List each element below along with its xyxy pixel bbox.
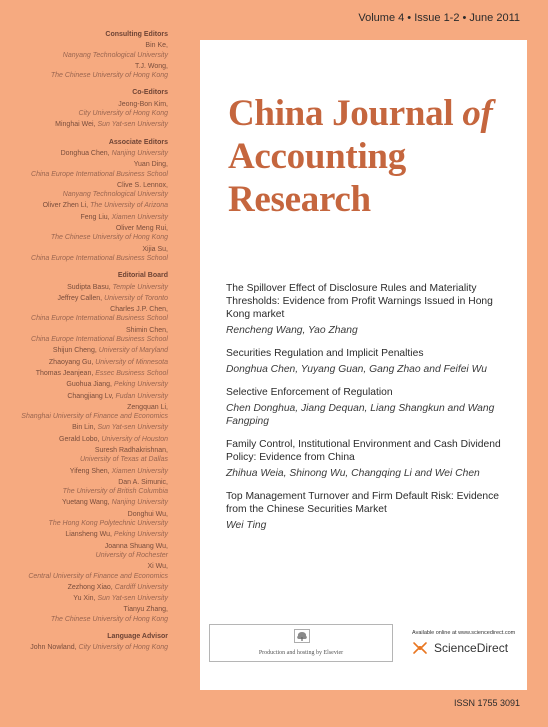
editor-name: Xijia Su, bbox=[142, 245, 168, 253]
editor-affiliation: City University of Hong Kong bbox=[78, 110, 168, 118]
editor-affiliation: Xiamen University bbox=[111, 467, 168, 475]
journal-title-of: of bbox=[462, 93, 493, 134]
editor-name: Feng Liu, bbox=[80, 213, 110, 221]
editor-entry bbox=[8, 294, 168, 303]
editor-name: Oliver Zhen Li, bbox=[42, 202, 89, 210]
editor-affiliation: University of Houston bbox=[101, 435, 168, 443]
editor-entry bbox=[8, 62, 168, 81]
article-item bbox=[226, 490, 516, 532]
editor-affiliation: University of Maryland bbox=[98, 347, 168, 355]
editor-entry bbox=[8, 605, 168, 624]
elsevier-tree-icon bbox=[294, 629, 310, 643]
editor-name: Zengquan Li, bbox=[127, 403, 168, 411]
editor-entry bbox=[8, 149, 168, 158]
editor-affiliation: The Chinese University of Hong Kong bbox=[50, 72, 168, 80]
editor-entry bbox=[8, 467, 168, 476]
editor-name: Yifeng Shen, bbox=[69, 467, 110, 475]
issue-line: Volume 4 • Issue 1-2 • June 2011 bbox=[358, 12, 520, 24]
editor-entry bbox=[8, 380, 168, 389]
elsevier-text: Production and hosting by Elsevier bbox=[258, 650, 344, 656]
editor-affiliation: Nanyang Technological University bbox=[62, 191, 168, 199]
journal-title-line2: Accounting bbox=[228, 136, 406, 177]
sidebar-section bbox=[8, 632, 168, 653]
editor-entry bbox=[8, 446, 168, 465]
article-authors: Donghua Chen, Yuyang Guan, Gang Zhao and Feifei Wu bbox=[226, 364, 488, 375]
editor-affiliation: The Chinese University of Hong Kong bbox=[50, 234, 168, 242]
editor-name: John Nowland, bbox=[30, 644, 77, 652]
sidebar-section bbox=[8, 271, 168, 624]
editor-name: Shijun Cheng, bbox=[52, 347, 97, 355]
editor-affiliation: Nanjing University bbox=[111, 149, 168, 157]
sidebar-section bbox=[8, 138, 168, 264]
editor-entry bbox=[8, 530, 168, 539]
editor-entry bbox=[8, 201, 168, 210]
article-title: The Spillover Effect of Disclosure Rules and Materiality Thresholds: Evidence from Profit Warnings Issued in Hong Kong market bbox=[226, 283, 493, 320]
editor-name: Oliver Meng Rui, bbox=[115, 225, 168, 233]
article-title: Family Control, Institutional Environment and Cash Dividend Policy: Evidence from China bbox=[226, 439, 501, 463]
editor-entry bbox=[8, 160, 168, 179]
editor-entry bbox=[8, 326, 168, 345]
editor-affiliation: The University of Arizona bbox=[90, 202, 168, 210]
editor-affiliation: The University of British Columbia bbox=[62, 488, 168, 496]
editor-entry bbox=[8, 542, 168, 561]
editor-affiliation: China Europe International Business School bbox=[31, 170, 168, 178]
editor-affiliation: Sun Yat-sen University bbox=[97, 121, 168, 129]
article-authors: Chen Donghua, Jiang Dequan, Liang Shangkun and Wang Fangping bbox=[226, 403, 495, 427]
editor-entry bbox=[8, 369, 168, 378]
editor-name: Jeffrey Callen, bbox=[57, 294, 103, 302]
editor-entry bbox=[8, 423, 168, 432]
editor-affiliation: The Chinese University of Hong Kong bbox=[50, 615, 168, 623]
editor-entry bbox=[8, 283, 168, 292]
journal-title-line1: China Journal bbox=[228, 93, 454, 134]
article-list bbox=[226, 282, 516, 542]
editor-name: Changjiang Lv, bbox=[67, 392, 114, 400]
editor-affiliation: Xiamen University bbox=[111, 213, 168, 221]
editor-affiliation: University of Toronto bbox=[104, 294, 168, 302]
editor-name: Yu Xin, bbox=[73, 595, 96, 603]
editor-name: Donghui Wu, bbox=[127, 510, 168, 518]
editor-entry bbox=[8, 41, 168, 60]
editor-affiliation: Peking University bbox=[113, 381, 168, 389]
article-authors: Wei Ting bbox=[226, 520, 267, 531]
editor-name: Zezhong Xiao, bbox=[67, 583, 113, 591]
editor-name: Minghai Wei, bbox=[55, 121, 96, 129]
editor-name: Charles J.P. Chen, bbox=[110, 306, 168, 314]
sidebar-heading: Associate Editors bbox=[108, 138, 168, 146]
editor-name: Bin Ke, bbox=[145, 42, 168, 50]
editor-name: Tianyu Zhang, bbox=[123, 606, 168, 614]
editor-entry bbox=[8, 181, 168, 200]
article-item bbox=[226, 282, 516, 337]
article-title: Securities Regulation and Implicit Penalties bbox=[226, 348, 424, 359]
editor-affiliation: University of Minnesota bbox=[95, 358, 168, 366]
editor-name: Yuan Ding, bbox=[133, 161, 168, 169]
sidebar-heading: Editorial Board bbox=[117, 272, 168, 280]
editor-affiliation: Sun Yat-sen University bbox=[97, 424, 168, 432]
editor-name: Thomas Jeanjean, bbox=[35, 369, 94, 377]
sidebar-heading: Co-Editors bbox=[132, 89, 168, 97]
editor-affiliation: University of Rochester bbox=[95, 551, 168, 559]
editor-affiliation: Nanyang Technological University bbox=[62, 51, 168, 59]
editor-entry bbox=[8, 245, 168, 264]
article-title: Top Management Turnover and Firm Default Risk: Evidence from the Chinese Securities Market bbox=[226, 491, 499, 515]
editor-name: Yuetang Wang, bbox=[62, 499, 110, 507]
editor-affiliation: Central University of Finance and Economics bbox=[28, 572, 168, 580]
sidebar-section bbox=[8, 88, 168, 129]
editor-affiliation: City University of Hong Kong bbox=[78, 644, 168, 652]
editor-name: Joanna Shuang Wu, bbox=[104, 542, 168, 550]
editor-affiliation: Temple University bbox=[112, 283, 168, 291]
editor-entry bbox=[8, 435, 168, 444]
editor-affiliation: Shanghai University of Finance and Economics bbox=[21, 413, 168, 421]
editor-entry bbox=[8, 358, 168, 367]
editor-entry bbox=[8, 120, 168, 129]
sciencedirect-icon bbox=[412, 640, 428, 656]
editor-affiliation: Cardiff University bbox=[114, 583, 168, 591]
editor-affiliation: Essec Business School bbox=[95, 369, 168, 377]
availability-text: Available online at www.sciencedirect.com bbox=[412, 630, 516, 636]
editor-name: Sudipta Basu, bbox=[67, 283, 111, 291]
editor-affiliation: Fudan University bbox=[115, 392, 168, 400]
sidebar-heading: Consulting Editors bbox=[105, 31, 168, 38]
editor-entry bbox=[8, 392, 168, 401]
editor-name: Donghua Chen, bbox=[60, 149, 110, 157]
article-authors: Rencheng Wang, Yao Zhang bbox=[226, 325, 358, 336]
editor-entry bbox=[8, 498, 168, 507]
sidebar-heading: Language Advisor bbox=[107, 633, 168, 641]
editor-name: Gerald Lobo, bbox=[59, 435, 100, 443]
editor-name: Guohua Jiang, bbox=[66, 381, 112, 389]
editor-entry bbox=[8, 594, 168, 603]
article-title: Selective Enforcement of Regulation bbox=[226, 387, 393, 398]
article-item bbox=[226, 347, 516, 376]
issn: ISSN 1755 3091 bbox=[453, 698, 520, 708]
sciencedirect-logo bbox=[412, 640, 508, 656]
editor-entry bbox=[8, 478, 168, 497]
elsevier-box bbox=[209, 624, 393, 662]
editor-entry bbox=[8, 224, 168, 243]
editor-affiliation: China Europe International Business School bbox=[31, 336, 168, 344]
editor-name: Suresh Radhakrishnan, bbox=[94, 446, 168, 454]
editor-name: Shimin Chen, bbox=[125, 326, 168, 334]
editor-entry bbox=[8, 403, 168, 422]
editor-entry bbox=[8, 583, 168, 592]
editor-name: Dan A. Simunic, bbox=[118, 478, 168, 486]
cover-panel bbox=[200, 40, 527, 690]
editor-affiliation: China Europe International Business School bbox=[31, 315, 168, 323]
sidebar-section bbox=[8, 30, 168, 80]
editor-name: Xi Wu, bbox=[147, 563, 168, 571]
editor-name: Clive S. Lennox, bbox=[117, 181, 168, 189]
article-item bbox=[226, 386, 516, 428]
editor-entry bbox=[8, 100, 168, 119]
editor-name: T.J. Wong, bbox=[135, 62, 168, 70]
editor-name: Zhaoyang Gu, bbox=[48, 358, 94, 366]
editor-affiliation: Peking University bbox=[113, 531, 168, 539]
journal-title-line3: Research bbox=[228, 179, 371, 220]
article-authors: Zhihua Weia, Shinong Wu, Changqing Li and Wei Chen bbox=[226, 468, 480, 479]
editor-name: Bin Lin, bbox=[72, 424, 96, 432]
editor-entry bbox=[8, 346, 168, 355]
editor-affiliation: The Hong Kong Polytechnic University bbox=[48, 520, 168, 528]
editor-affiliation: Nanjing University bbox=[111, 499, 168, 507]
editor-entry bbox=[8, 213, 168, 222]
editor-affiliation: Sun Yat-sen University bbox=[97, 595, 168, 603]
editor-name: Jeong-Bon Kim, bbox=[118, 100, 168, 108]
journal-title bbox=[228, 92, 528, 221]
editor-entry bbox=[8, 562, 168, 581]
article-item bbox=[226, 438, 516, 480]
editor-affiliation: China Europe International Business School bbox=[31, 254, 168, 262]
editor-entry bbox=[8, 510, 168, 529]
editorial-sidebar bbox=[8, 30, 168, 661]
editor-name: Liansheng Wu, bbox=[65, 531, 112, 539]
sciencedirect-brand: ScienceDirect bbox=[434, 641, 509, 655]
editor-entry bbox=[8, 305, 168, 324]
editor-affiliation: University of Texas at Dallas bbox=[79, 456, 168, 464]
editor-entry bbox=[8, 643, 168, 652]
